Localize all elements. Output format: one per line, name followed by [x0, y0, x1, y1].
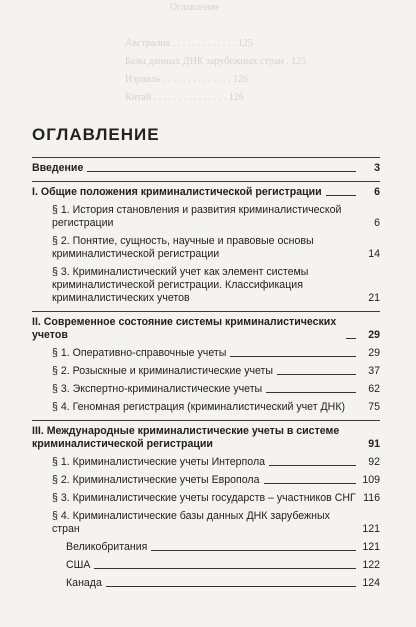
toc-entry-title: III. Международные криминалистические учеты в системе криминалистической регистрации: [32, 425, 340, 450]
toc-page-number: 121: [362, 523, 380, 535]
toc-entry-title: § 1. Криминалистические учеты Интерпола: [52, 456, 266, 468]
bleed-through-text: Оглавление: [170, 2, 220, 13]
toc-entry-title: § 4. Криминалистические базы данных ДНК зарубежных стран: [52, 510, 330, 535]
leader-dots: [346, 338, 356, 339]
toc-page-number: 29: [368, 347, 380, 359]
toc-section: [32, 182, 380, 311]
leader-dots: [151, 550, 356, 551]
toc-page-number: 29: [368, 329, 380, 341]
leader-dots: [230, 356, 356, 357]
toc-subentry[interactable]: [32, 577, 380, 590]
toc-page-number: 6: [374, 186, 380, 198]
leader-dots: [266, 392, 356, 393]
toc-entry[interactable]: [32, 204, 380, 230]
toc-entry-title: § 4. Геномная регистрация (криминалистический учет ДНК): [52, 401, 346, 413]
page-title: ОГЛАВЛЕНИЕ: [32, 125, 160, 144]
leader-dots: [277, 374, 356, 375]
toc-entry-title: Введение: [32, 162, 84, 174]
toc-page-number: 75: [368, 401, 380, 413]
toc-page-number: 109: [362, 474, 380, 486]
toc-page-number: 21: [368, 292, 380, 304]
toc-entry-title: Великобритания: [66, 541, 148, 553]
bleed-through-text: Израиль . . . . . . . . . . . . . . 126: [125, 74, 249, 85]
toc-entry-title: I. Общие положения криминалистической регистрации: [32, 186, 322, 198]
toc-page-number: 91: [368, 438, 380, 450]
toc-section-heading[interactable]: [32, 186, 380, 199]
leader-dots: [106, 586, 356, 587]
leader-dots: [264, 483, 356, 484]
toc-entry[interactable]: [32, 474, 380, 487]
toc-page-number: 14: [368, 248, 380, 260]
toc-entry-title: II. Современное состояние системы криминалистических учетов: [32, 316, 337, 341]
toc-entry-intro[interactable]: [32, 162, 380, 175]
bleed-through-text: Базы данных ДНК зарубежных стран . 125: [125, 56, 307, 67]
toc-entry[interactable]: [32, 456, 380, 469]
toc-entry-title: § 3. Криминалистические учеты государств – участников СНГ: [52, 492, 356, 504]
toc-page-number: 37: [368, 365, 380, 377]
toc-entry[interactable]: [32, 492, 380, 505]
toc-page-number: 6: [374, 217, 380, 229]
toc-entry-title: § 1. История становления и развития криминалистической регистрации: [52, 204, 342, 229]
leader-dots: [269, 465, 356, 466]
bleed-through-text: Китай . . . . . . . . . . . . . . . 126: [125, 92, 244, 103]
toc-page-number: 92: [368, 456, 380, 468]
toc-section-heading[interactable]: [32, 316, 380, 342]
toc-page-number: 121: [362, 541, 380, 553]
toc-page-number: 122: [362, 559, 380, 571]
toc-entry[interactable]: [32, 235, 380, 261]
toc-entry-title: Канада: [66, 577, 102, 589]
toc-entry[interactable]: [32, 510, 380, 536]
leader-dots: [87, 171, 356, 172]
toc-section: [32, 312, 380, 420]
leader-dots: [326, 195, 356, 196]
toc-entry[interactable]: [32, 266, 380, 305]
toc-page-number: 3: [374, 162, 380, 174]
toc-subentry[interactable]: [32, 541, 380, 554]
toc-page-number: 124: [362, 577, 380, 589]
toc-page-number: 116: [363, 492, 380, 504]
toc-entry-title: § 3. Криминалистический учет как элемент системы криминалистической регистрации. Классификация криминалистических учетов: [52, 266, 309, 304]
toc-section: [32, 421, 380, 596]
toc-entry[interactable]: [32, 383, 380, 396]
toc-entry-title: § 2. Криминалистические учеты Европола: [52, 474, 260, 486]
leader-dots: [94, 568, 356, 569]
toc-entry-title: США: [66, 559, 91, 571]
toc-entry[interactable]: [32, 401, 380, 414]
toc-entry-title: § 1. Оперативно-справочные учеты: [52, 347, 227, 359]
toc-entry[interactable]: [32, 347, 380, 360]
toc-page-number: 62: [368, 383, 380, 395]
toc-entry[interactable]: [32, 365, 380, 378]
toc-entry-title: § 2. Розыскные и криминалистические учеты: [52, 365, 274, 377]
toc-subentry[interactable]: [32, 559, 380, 572]
table-of-contents: [32, 125, 380, 596]
toc-entry-title: § 3. Экспертно-криминалистические учеты: [52, 383, 263, 395]
toc-section-heading[interactable]: [32, 425, 380, 451]
toc-entry-title: § 2. Понятие, сущность, научные и правовые основы криминалистической регистрации: [52, 235, 314, 260]
bleed-through-text: Австралия . . . . . . . . . . . . . 125: [125, 38, 253, 49]
